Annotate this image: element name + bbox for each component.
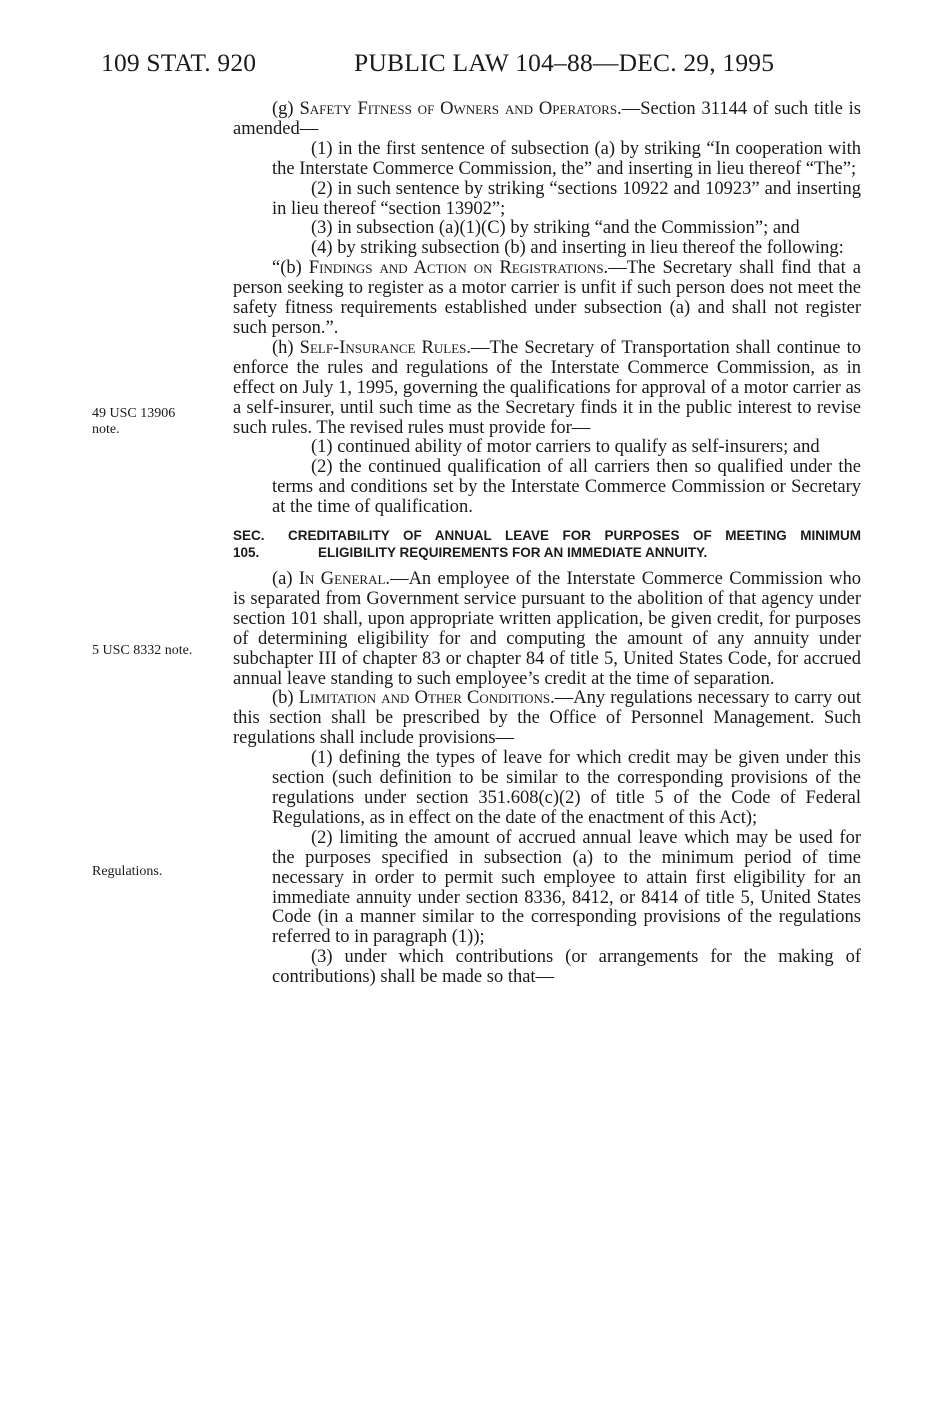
subsection-b-text: —Any regulations necessary to carry out this section shall be prescribed by the Office of Personnel Management. Such regulations shall include provisions— [233,688,861,749]
subsection-h-text: —The Secretary of Transportation shall continue to enforce the rules and regulations of the Interstate Commerce Commission, as in effect on July 1, 1995, governing the qualifications for approval of a motor carrier as a self-insurer, until such time as the Secretary finds it in the public interest to revise such rules. The revised rules must provide for— [233,337,861,438]
subsection-a [233,570,861,689]
running-header: PUBLIC LAW 104–88—DEC. 29, 1995 [354,48,775,77]
subsection-h-heading: Self-Insurance Rules. [299,337,471,358]
quoted-b-text: —The Secretary shall find that a person seeking to register as a motor carrier is unfit if such person does not meet the safety fitness requirements established under subsection (a) and shall not register such person.”. [233,258,861,338]
subsection-a-heading: In General. [298,569,391,590]
subsection-a-label: (a) [272,569,299,590]
quoted-b-label: “(b) [272,258,309,279]
section-title: CREDITABILITY OF ANNUAL LEAVE FOR PURPOSES OF MEETING MINIMUM ELIGIBILITY REQUIREMENTS FOR AN IMMEDIATE ANNUITY. [288,528,861,561]
subsection-g-item-4: (4) by striking subsection (b) and inserting in lieu thereof the following: [311,238,844,259]
subsection-g-item-2: (2) in such sentence by striking “sections 10922 and 10923” and inserting in lieu thereof “section 13902”; [272,178,861,219]
subsection-g-text: —Section 31144 of such title is amended— [233,99,861,139]
subsection-h-item-1: (1) continued ability of motor carriers to qualify as self-insurers; and [311,437,820,458]
subsection-b-heading: Limitation and Other Conditions. [298,688,555,709]
subsection-h [233,339,861,439]
subsection-g-label: (g) [272,99,300,119]
margin-note-usc-8332: 5 USC 8332 note. [92,643,193,658]
margin-note-usc-13906: 49 USC 13906 [92,406,176,421]
margin-note-usc-13906-suffix: note. [92,422,120,437]
subsection-b-item-1: (1) defining the types of leave for which credit may be given under this section (such definition to be similar to the corresponding provisions of the regulations under section 351.608(c)(2) of title 5 of the Code of Federal Regulations, as in effect on the date of the enactment of this Act); [272,748,861,828]
margin-note-regulations: Regulations. [92,864,163,879]
subsection-b-item-2: (2) limiting the amount of accrued annual leave which may be used for the purposes specified in subsection (a) to the minimum period of time necessary in order to permit such employee to attain first eligibility for an immediate annuity under section 8336, 8412, or 8414 of title 5, United States Code (in a manner similar to the corresponding provisions of the regulations referred to in paragraph (1)); [272,827,861,948]
quoted-subsection-b [233,259,861,339]
subsection-g-item-1: (1) in the first sentence of subsection (a) by striking “In cooperation with the Interstate Commerce Commission, the” and inserting in lieu thereof “The”; [272,138,861,179]
subsection-a-text: —An employee of the Interstate Commerce Commission who is separated from Government service pursuant to the abolition of that agency under section 101 shall, upon appropriate written application, be given credit, for purposes of determining eligibility for and computing the amount of any annuity under subchapter III of chapter 83 or chapter 84 of title 5, United States Code, for accrued annual leave standing to such employee’s credit at the time of separation. [233,569,861,689]
page-number-header: 109 STAT. 920 [101,48,257,77]
subsection-b [233,689,861,749]
subsection-b-label: (b) [272,688,299,709]
subsection-g-item-3: (3) in subsection (a)(1)(C) by striking “and the Commission”; and [311,218,800,239]
subsection-h-item-2: (2) the continued qualification of all carriers then so qualified under the terms and conditions set by the Interstate Commerce Commission or Secretary at the time of qualification. [272,457,861,518]
subsection-h-label: (h) [272,337,300,358]
quoted-b-heading: Findings and Action on Registrations. [308,258,609,279]
section-heading [233,527,861,561]
subsection-g-heading: Safety Fitness of Owners and Operators. [299,99,622,119]
subsection-g [233,100,861,140]
subsection-b-item-3: (3) under which contributions (or arrangements for the making of contributions) shall be made so that— [272,947,861,988]
body-column [233,100,861,988]
section-number: SEC. 105. [233,528,265,561]
